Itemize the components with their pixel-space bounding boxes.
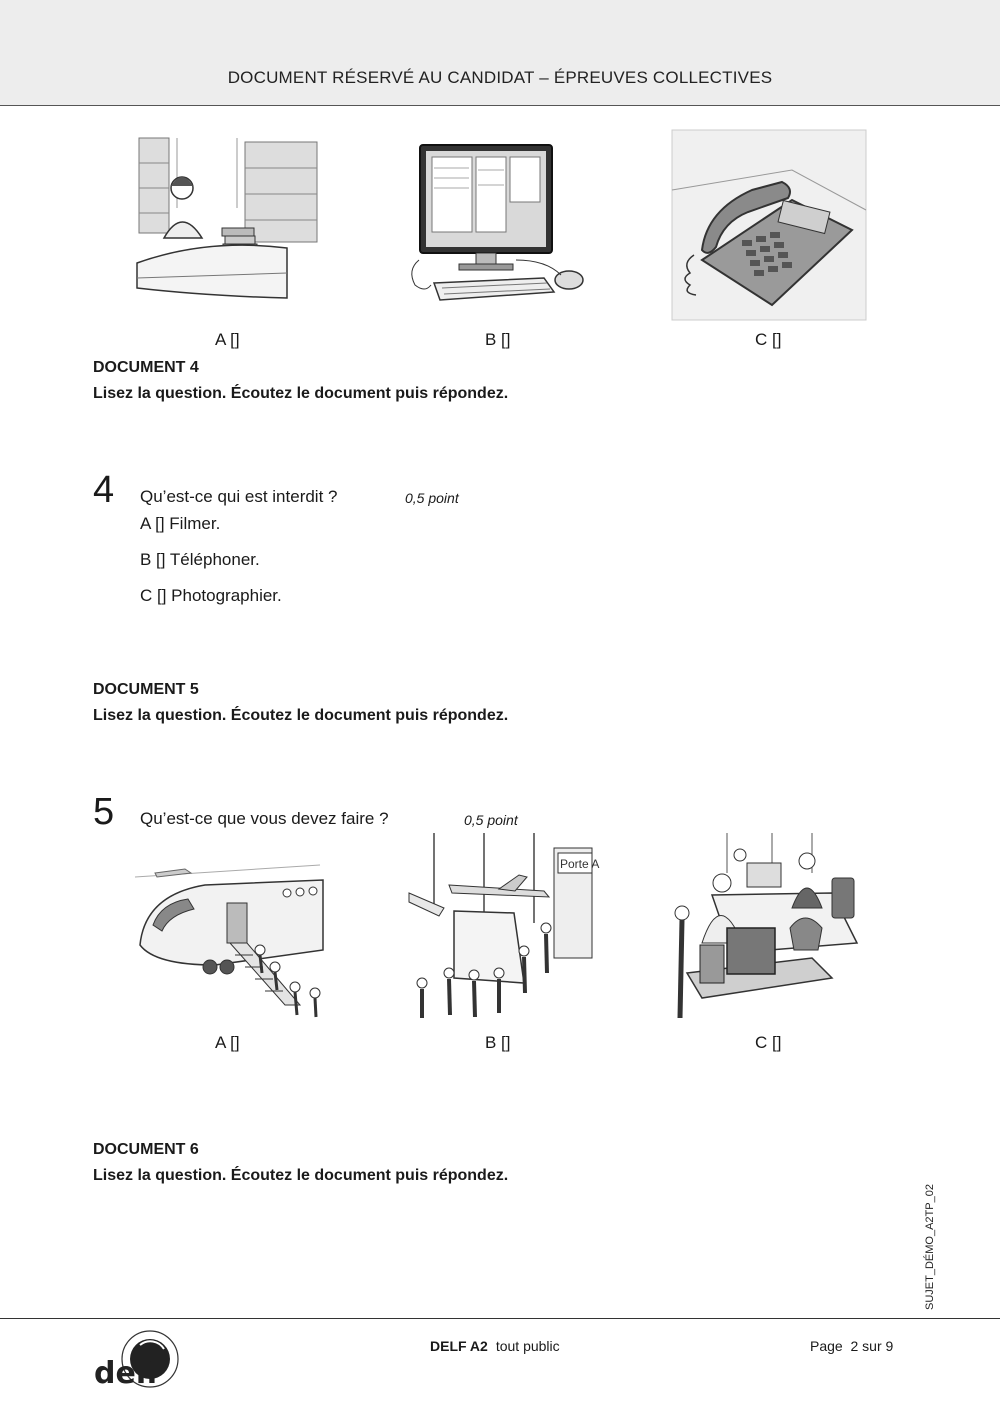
document-4-instruction: Lisez la question. Écoutez le document puis répondez. [93,385,509,402]
svg-text:delf: delf [94,1356,160,1391]
q3-option-b-label[interactable]: B [] [485,330,511,349]
q5-option-b-label[interactable]: B [] [485,1033,511,1052]
q5-option-a-label[interactable]: A [] [215,1033,240,1052]
question-4-number: 4 [93,469,115,511]
footer-exam [430,1338,560,1354]
page-number: Page 2 sur 9 [810,1338,894,1354]
q4-answer-c[interactable]: C [] Photographier. [140,586,282,605]
footer-audience: tout public [495,1338,560,1354]
page-header [0,0,1000,106]
delf-logo [92,1325,184,1391]
question-4-points: 0,5 point [405,490,459,506]
document-5-title: DOCUMENT 5 [93,681,199,698]
question-5-points: 0,5 point [464,812,518,828]
document-5-instruction: Lisez la question. Écoutez le document puis répondez. [93,707,509,724]
baggage-checkin-illustration [672,833,860,1023]
question-4-text: Qu’est-ce qui est interdit ? [140,487,338,506]
plane-boarding-illustration [135,855,323,1023]
subject-code: SUJET_DÉMO_A2TP_02 [924,1184,936,1310]
footer-divider [0,1318,1000,1319]
librarian-illustration [137,128,319,320]
document-4-title: DOCUMENT 4 [93,359,199,376]
question-5-text: Qu’est-ce que vous devez faire ? [140,809,389,828]
telephone-illustration [672,130,866,320]
gate-sign-text: Porte A [560,857,600,871]
header-title: DOCUMENT RÉSERVÉ AU CANDIDAT – ÉPREUVES COLLECTIVES [227,68,773,87]
question-5-number: 5 [93,791,115,833]
q5-option-c-label[interactable]: C [] [755,1033,782,1052]
q3-option-c-label[interactable]: C [] [755,330,782,349]
footer-exam-name: DELF A2 [430,1338,488,1354]
document-6-title: DOCUMENT 6 [93,1141,199,1158]
airport-gate-illustration [404,833,600,1023]
q4-answer-a[interactable]: A [] Filmer. [140,514,221,533]
document-6-instruction: Lisez la question. Écoutez le document puis répondez. [93,1167,509,1184]
q4-answer-b[interactable]: B [] Téléphoner. [140,550,260,569]
computer-illustration [404,140,594,300]
q3-option-a-label[interactable]: A [] [215,330,240,349]
